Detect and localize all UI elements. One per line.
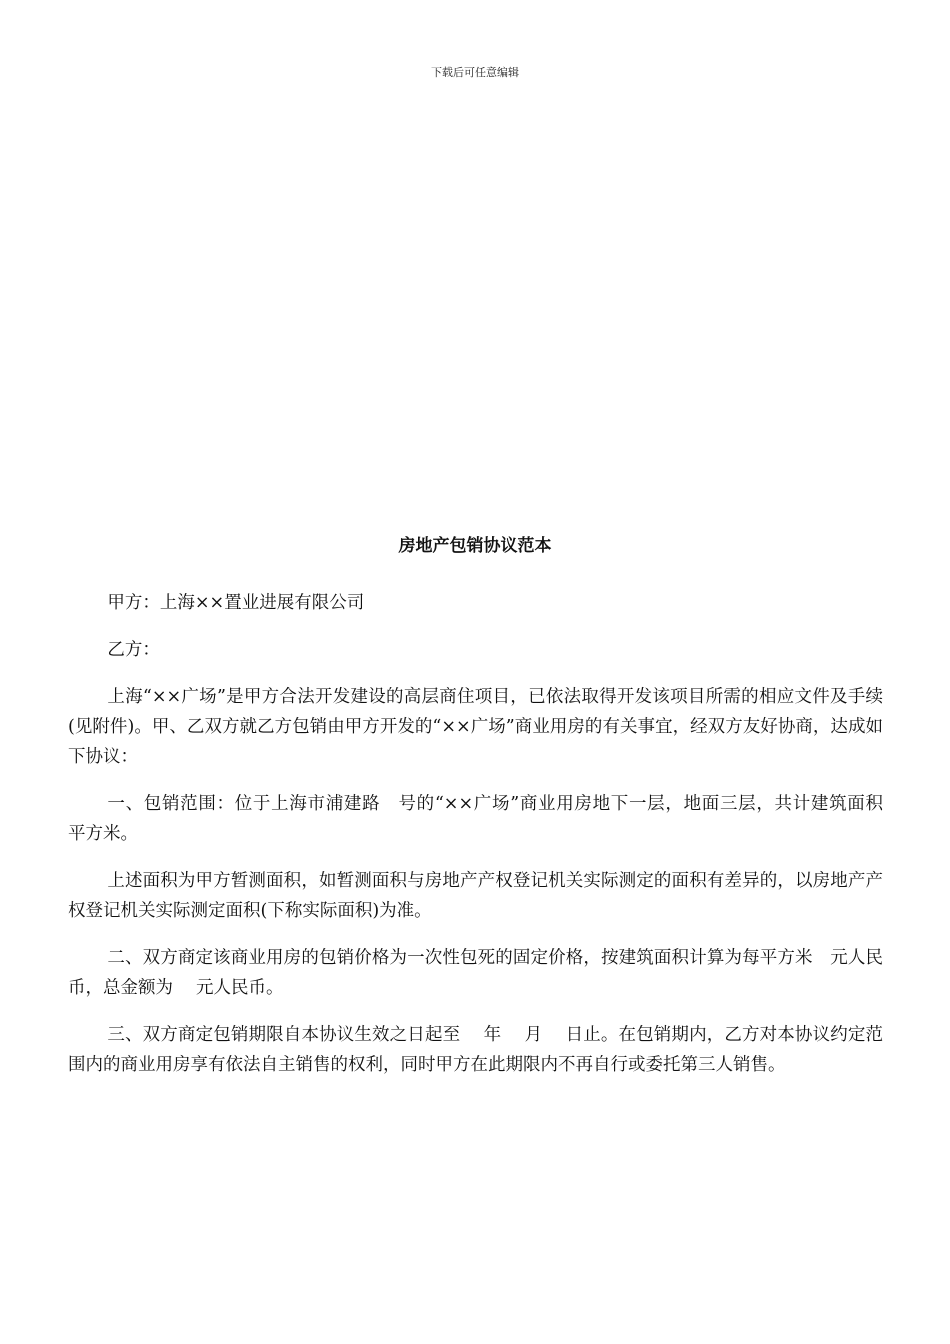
document-title: 房地产包销协议范本 [398, 536, 552, 556]
preamble-paragraph: 上海“××广场”是甲方合法开发建设的高层商住项目，已依法取得开发该项目所需的相应文件及手续(见附件)。甲、乙双方就乙方包销由甲方开发的“××广场”商业用房的有关事宜，经双方友好协商，达成如下协议： [68, 687, 883, 767]
document-body [68, 588, 907, 1097]
party-b-paragraph: 乙方： [107, 640, 160, 660]
party-a-paragraph: 甲方：上海××置业进展有限公司 [107, 593, 365, 613]
clause-3-paragraph: 三、双方商定包销期限自本协议生效之日起至 年 月 日止。在包销期内，乙方对本协议约定范围内的商业用房享有依法自主销售的权利，同时甲方在此期限内不再自行或委托第三人销售。 [68, 1025, 883, 1075]
page-header-note: 下载后可任意编辑 [431, 66, 519, 79]
clause-1-paragraph: 一、包销范围：位于上海市浦建路 号的“××广场”商业用房地下一层，地面三层，共计建筑面积 平方米。 [68, 794, 907, 844]
clause-1-note-paragraph: 上述面积为甲方暂测面积，如暂测面积与房地产产权登记机关实际测定的面积有差异的，以房地产产权登记机关实际测定面积(下称实际面积)为准。 [68, 871, 883, 921]
clause-2-paragraph: 二、双方商定该商业用房的包销价格为一次性包死的固定价格，按建筑面积计算为每平方米 元人民币，总金额为 元人民币。 [68, 948, 883, 998]
